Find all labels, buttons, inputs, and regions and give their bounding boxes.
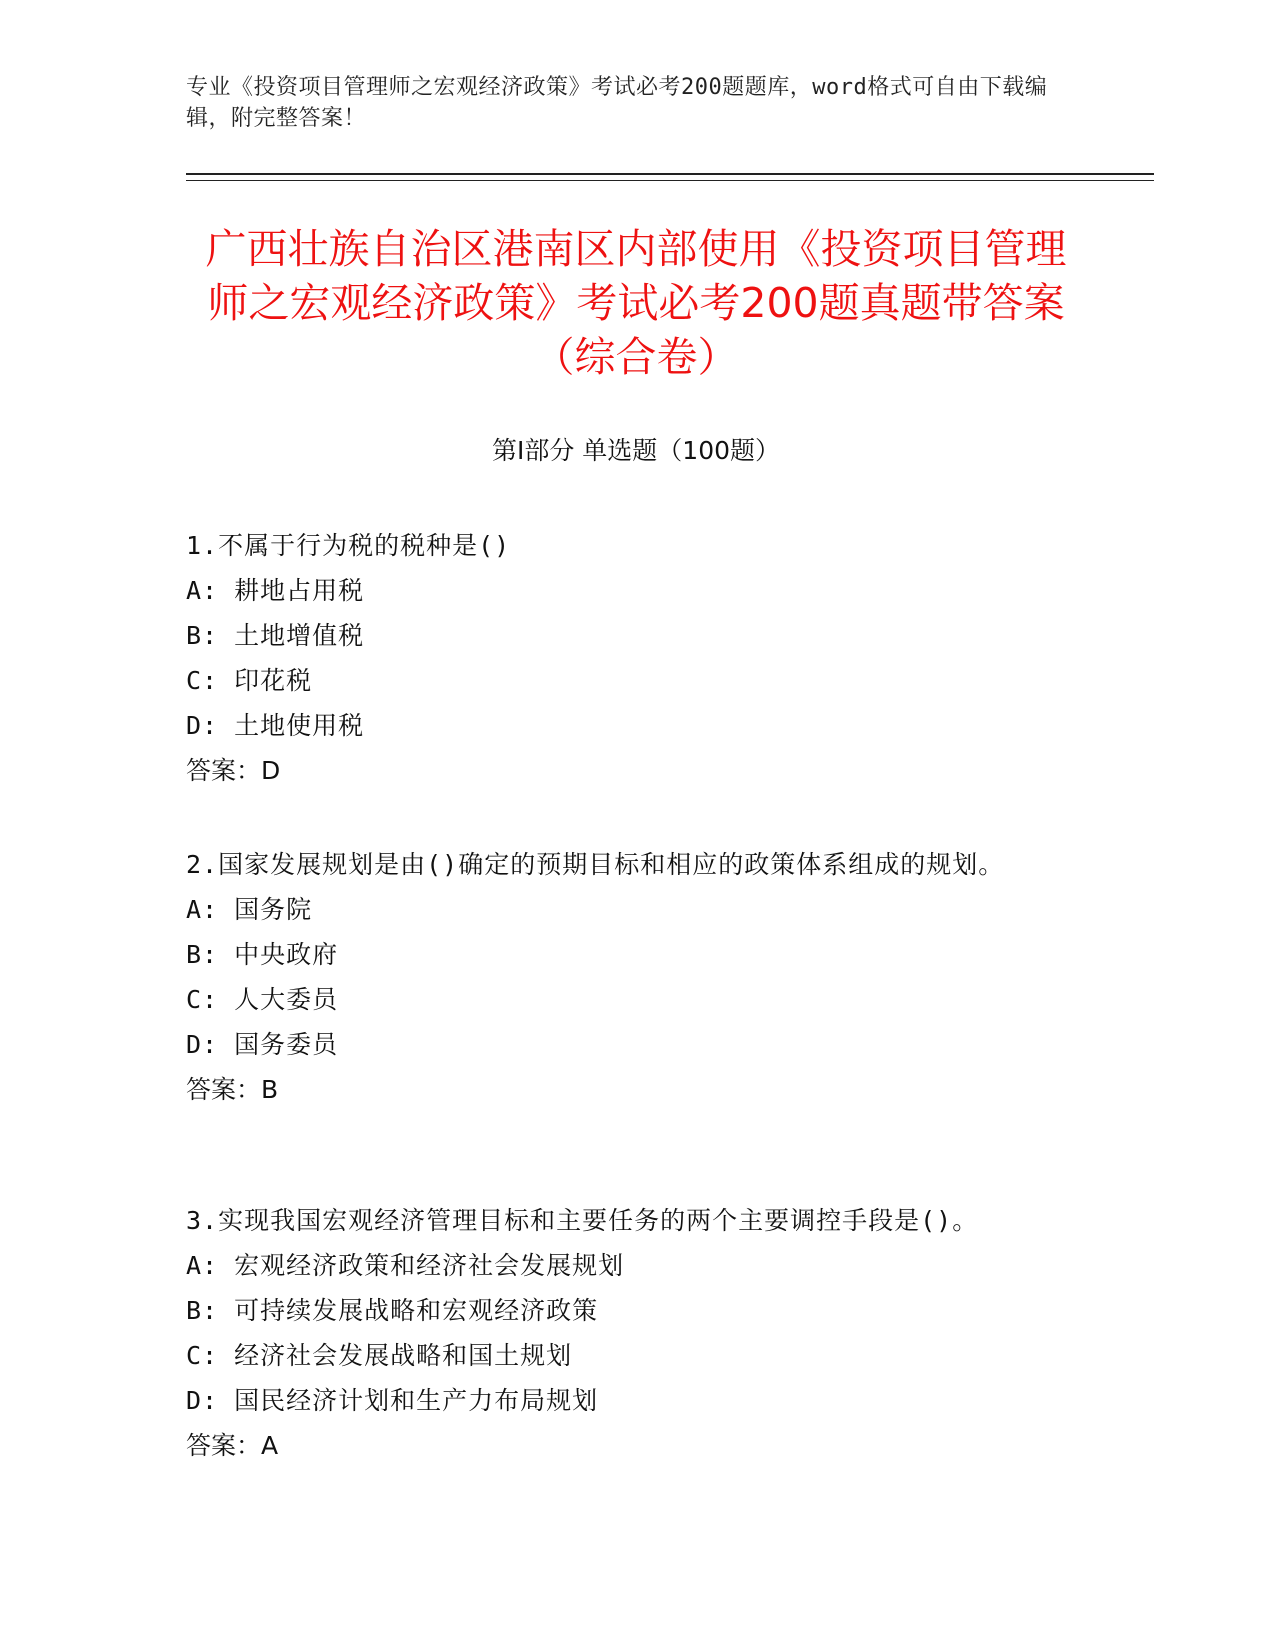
question-1 [186, 523, 1066, 793]
option-c: C: 经济社会发展战略和国土规划 [186, 1341, 573, 1370]
question-stem: 3.实现我国宏观经济管理目标和主要任务的两个主要调控手段是()。 [186, 1206, 979, 1235]
answer: 答案：D [186, 756, 281, 785]
option-b: B: 土地增值税 [186, 621, 365, 650]
option-d: D: 国务委员 [186, 1030, 339, 1059]
option-a: A: 国务院 [186, 895, 313, 924]
question-stem: 2.国家发展规划是由()确定的预期目标和相应的政策体系组成的规划。 [186, 850, 1005, 879]
answer: 答案：A [186, 1431, 279, 1460]
question-2 [186, 842, 1066, 1112]
document-title: 广西壮族自治区港南区内部使用《投资项目管理师之宏观经济政策》考试必考200题真题带答案（综合卷） [205, 225, 1067, 381]
header-divider-thin [186, 180, 1154, 181]
question-3 [186, 1198, 1066, 1468]
option-d: D: 土地使用税 [186, 711, 365, 740]
option-c: C: 印花税 [186, 666, 313, 695]
section-heading: 第Ⅰ部分 单选题（100题） [491, 436, 781, 465]
option-d: D: 国民经济计划和生产力布局规划 [186, 1386, 599, 1415]
option-a: A: 耕地占用税 [186, 576, 365, 605]
answer: 答案：B [186, 1075, 279, 1104]
option-b: B: 中央政府 [186, 940, 339, 969]
header-divider-thick [186, 173, 1154, 175]
question-stem: 1.不属于行为税的税种是() [186, 531, 511, 560]
option-c: C: 人大委员 [186, 985, 339, 1014]
header-note: 专业《投资项目管理师之宏观经济政策》考试必考200题题库，word格式可自由下载编辑，附完整答案！ [186, 75, 1048, 131]
option-a: A: 宏观经济政策和经济社会发展规划 [186, 1251, 625, 1280]
option-b: B: 可持续发展战略和宏观经济政策 [186, 1296, 599, 1325]
